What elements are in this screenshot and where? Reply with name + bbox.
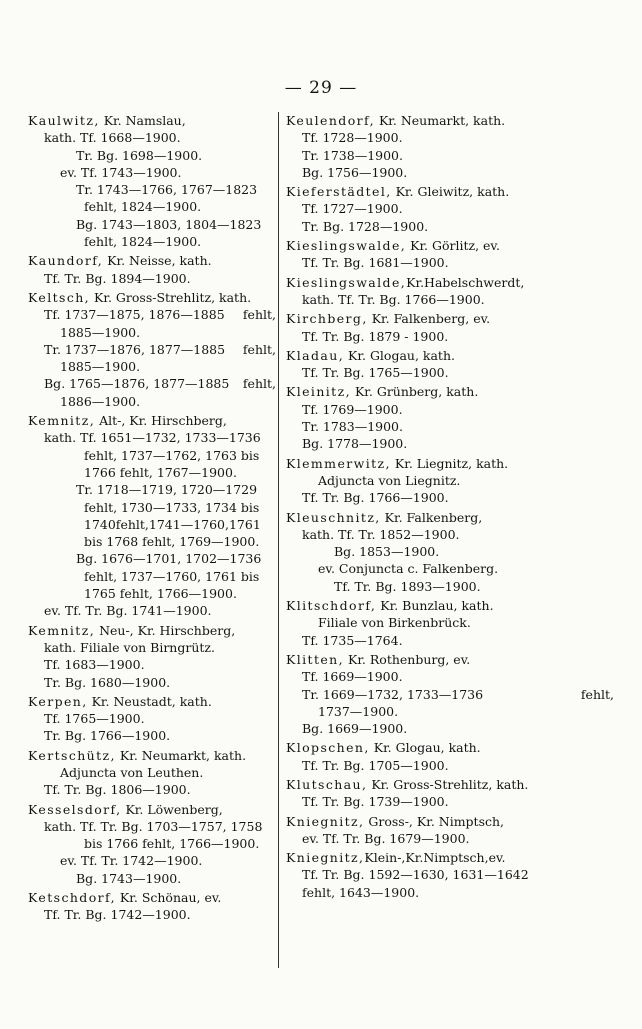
entry-district: Kr. Grünberg, kath. bbox=[350, 384, 479, 400]
entry-heading bbox=[286, 455, 614, 472]
entry-line: fehlt, 1643—1900. bbox=[302, 884, 420, 900]
entry-line: Tr. 1783—1900. bbox=[302, 419, 403, 435]
entry-line: fehlt, 1737—1762, 1763 bis bbox=[84, 447, 260, 463]
place-name: Keulendorf, bbox=[286, 113, 375, 128]
entry-line: Tf. 1765—1900. bbox=[44, 711, 145, 727]
entry-line: fehlt, 1824—1900. bbox=[84, 234, 202, 250]
entry-heading bbox=[286, 597, 614, 614]
entry-line: Tf. Tr. Bg. 1879 - 1900. bbox=[302, 328, 449, 344]
entry-district: Kr. Löwenberg, bbox=[121, 801, 223, 817]
entry-line: ev. Tf. Tr. Bg. 1679—1900. bbox=[302, 830, 470, 846]
entry-district: Kr. Gleiwitz, kath. bbox=[391, 184, 510, 200]
entry-district: Kr. Rothenburg, ev. bbox=[344, 651, 471, 667]
entry-district: Kr. Schönau, ev. bbox=[115, 890, 222, 906]
entry-line: fehlt, 1730—1733, 1734 bis bbox=[84, 499, 260, 515]
entry-heading bbox=[28, 889, 276, 906]
entry-heading bbox=[286, 274, 614, 291]
entry-line: Tf. Tr. Bg. 1739—1900. bbox=[302, 794, 449, 810]
place-name: Kieferstädtel, bbox=[286, 184, 392, 200]
entry-district: Gross-, Kr. Nimptsch, bbox=[364, 813, 505, 829]
entry-line: 1886—1900. bbox=[60, 393, 141, 409]
entry-heading bbox=[286, 509, 614, 526]
left-column bbox=[28, 112, 276, 924]
entry-line: kath. Tf. Tr. 1852—1900. bbox=[302, 526, 460, 542]
entry-heading bbox=[28, 747, 276, 764]
column-divider bbox=[278, 112, 279, 968]
entry-line: Tf. 1735—1764. bbox=[302, 632, 403, 648]
entry-line-end: fehlt, bbox=[242, 307, 276, 323]
place-name: Kaundorf, bbox=[28, 253, 104, 269]
place-name: Keltsch, bbox=[28, 289, 91, 305]
entry-line: 1737—1900. bbox=[318, 703, 399, 719]
entry-line: Bg. 1676—1701, 1702—1736 bbox=[76, 551, 262, 567]
entry-line: ev. Tf. Tr. Bg. 1741—1900. bbox=[44, 603, 212, 619]
entry-line: bis 1766 fehlt, 1766—1900. bbox=[84, 836, 260, 852]
place-name: Klitten, bbox=[286, 651, 345, 667]
place-name: Kerpen, bbox=[28, 693, 88, 709]
entry-line-end: fehlt, bbox=[242, 376, 276, 392]
place-name: Kaulwitz, bbox=[28, 113, 100, 128]
entry-line: ev. Tf. 1743—1900. bbox=[60, 164, 182, 180]
entry-line: Tf. 1728—1900. bbox=[302, 130, 403, 146]
entry-line: 1765 fehlt, 1766—1900. bbox=[84, 586, 237, 602]
place-name: Kieslingswalde, bbox=[286, 274, 407, 290]
entry-district: Kr.Habelschwerdt, bbox=[406, 274, 525, 290]
entry-line: kath. Tf. 1651—1732, 1733—1736 bbox=[44, 430, 261, 446]
entry-district: Klein-,Kr.Nimptsch,ev. bbox=[364, 850, 506, 866]
entry-heading bbox=[286, 776, 614, 793]
entry-line: 1885—1900. bbox=[60, 324, 141, 340]
entry-district: Kr. Gross-Strehlitz, kath. bbox=[367, 776, 529, 792]
entry-line: Bg. 1853—1900. bbox=[334, 544, 440, 560]
entry-district: Neu-, Kr. Hirschberg, bbox=[95, 622, 236, 638]
entry-line bbox=[28, 375, 276, 392]
entry-line-end: fehlt, bbox=[580, 686, 614, 702]
entry-line: ev. Tf. Tr. 1742—1900. bbox=[60, 853, 203, 869]
entry-heading bbox=[286, 813, 614, 830]
entry-line: Tf. Tr. Bg. 1806—1900. bbox=[44, 782, 191, 798]
entry-line: Adjuncta von Leuthen. bbox=[60, 764, 204, 780]
place-name: Kniegnitz, bbox=[286, 850, 365, 866]
entry-line-main: Bg. 1765—1876, 1877—1885 bbox=[44, 376, 230, 392]
entry-district: Kr. Falkenberg, bbox=[380, 509, 483, 525]
entry-line: fehlt, 1737—1760, 1761 bis bbox=[84, 568, 260, 584]
place-name: Ketschdorf, bbox=[28, 890, 116, 906]
entry-line: kath. Tf. Tr. Bg. 1703—1757, 1758 bbox=[44, 818, 263, 834]
entry-district: Kr. Liegnitz, kath. bbox=[390, 455, 509, 471]
place-name: Klitschdorf, bbox=[286, 598, 377, 614]
entry-heading bbox=[286, 347, 614, 364]
entry-district: Kr. Gross-Strehlitz, kath. bbox=[90, 289, 252, 305]
entry-line: Tf. Tr. Bg. 1893—1900. bbox=[334, 578, 481, 594]
place-name: Kleinitz, bbox=[286, 384, 351, 400]
entry-line: Tf. Tr. Bg. 1766—1900. bbox=[302, 490, 449, 506]
entry-line: Bg. 1743—1803, 1804—1823 bbox=[76, 216, 262, 232]
entry-line: Bg. 1756—1900. bbox=[302, 164, 408, 180]
place-name: Klopschen, bbox=[286, 740, 370, 756]
place-name: Kemnitz, bbox=[28, 622, 96, 638]
entry-district: Kr. Görlitz, ev. bbox=[406, 238, 500, 254]
entry-line: Bg. 1669—1900. bbox=[302, 721, 408, 737]
entry-line: fehlt, 1824—1900. bbox=[84, 199, 202, 215]
entry-line: Tr. 1718—1719, 1720—1729 bbox=[76, 482, 258, 498]
entry-district: Kr. Bunzlau, kath. bbox=[376, 598, 494, 614]
entry-line: Tf. 1683—1900. bbox=[44, 657, 145, 673]
entry-line: Tf. Tr. Bg. 1765—1900. bbox=[302, 365, 449, 381]
entry-district: Kr. Glogau, kath. bbox=[344, 347, 455, 363]
entry-heading bbox=[286, 651, 614, 668]
entry-line: Bg. 1778—1900. bbox=[302, 436, 408, 452]
entry-line: Tf. Tr. Bg. 1592—1630, 1631—1642 bbox=[302, 867, 529, 883]
entry-heading bbox=[28, 801, 276, 818]
entry-heading bbox=[286, 383, 614, 400]
entry-line: kath. Tf. Tr. Bg. 1766—1900. bbox=[302, 291, 485, 307]
entry-line: 1766 fehlt, 1767—1900. bbox=[84, 464, 237, 480]
right-column bbox=[286, 112, 614, 901]
entry-heading bbox=[286, 849, 614, 866]
entry-district: Alt-, Kr. Hirschberg, bbox=[95, 413, 227, 429]
entry-line bbox=[286, 686, 614, 703]
place-name: Klemmerwitz, bbox=[286, 455, 391, 471]
entry-line: bis 1768 fehlt, 1769—1900. bbox=[84, 534, 260, 550]
place-name: Kieslingswalde, bbox=[286, 238, 407, 254]
entry-line: Tr. Bg. 1680—1900. bbox=[44, 674, 171, 690]
entry-line: Tf. Tr. Bg. 1705—1900. bbox=[302, 757, 449, 773]
place-name: Kertschütz, bbox=[28, 747, 116, 763]
entry-line: Tf. Tr. Bg. 1894—1900. bbox=[44, 270, 191, 286]
entry-line: Adjuncta von Liegnitz. bbox=[318, 472, 461, 488]
entry-line bbox=[28, 306, 276, 323]
entry-heading bbox=[28, 412, 276, 429]
entry-line: Filiale von Birkenbrück. bbox=[318, 615, 471, 631]
entry-line: 1740fehlt,1741—1760,1761 bbox=[84, 516, 261, 532]
entry-district: Kr. Neisse, kath. bbox=[103, 253, 212, 269]
entry-line: Bg. 1743—1900. bbox=[76, 870, 182, 886]
entry-heading bbox=[28, 112, 276, 129]
entry-district: Kr. Namslau, bbox=[99, 113, 186, 128]
entry-line: Tr. Bg. 1698—1900. bbox=[76, 147, 203, 163]
entry-district: Kr. Neustadt, kath. bbox=[87, 693, 212, 709]
entry-district: Kr. Neumarkt, kath. bbox=[374, 113, 506, 128]
entry-line: Tf. 1669—1900. bbox=[302, 669, 403, 685]
entry-heading bbox=[28, 693, 276, 710]
entry-line: Tr. Bg. 1728—1900. bbox=[302, 218, 429, 234]
entry-district: Kr. Glogau, kath. bbox=[369, 740, 481, 756]
entry-line: kath. Filiale von Birngrütz. bbox=[44, 639, 215, 655]
entry-heading bbox=[286, 310, 614, 327]
entry-line-main: Tr. 1669—1732, 1733—1736 bbox=[302, 686, 484, 702]
entry-line: ev. Conjuncta c. Falkenberg. bbox=[318, 561, 499, 577]
entry-district: Kr. Falkenberg, ev. bbox=[367, 311, 491, 327]
entry-heading bbox=[28, 622, 276, 639]
entry-heading bbox=[286, 112, 614, 129]
entry-line: Tf. Tr. Bg. 1742—1900. bbox=[44, 907, 191, 923]
entry-line-end: fehlt, bbox=[242, 341, 276, 357]
entry-line: kath. Tf. 1668—1900. bbox=[44, 130, 181, 146]
place-name: Kirchberg, bbox=[286, 311, 368, 327]
entry-heading bbox=[28, 252, 276, 269]
entry-heading bbox=[286, 183, 614, 200]
place-name: Kesselsdorf, bbox=[28, 801, 122, 817]
place-name: Kladau, bbox=[286, 347, 345, 363]
entry-line: Tf. 1769—1900. bbox=[302, 401, 403, 417]
entry-heading bbox=[28, 289, 276, 306]
place-name: Kemnitz, bbox=[28, 413, 96, 429]
entry-heading bbox=[286, 739, 614, 756]
entry-district: Kr. Neumarkt, kath. bbox=[115, 747, 247, 763]
place-name: Kniegnitz, bbox=[286, 813, 365, 829]
entry-line: Tr. 1743—1766, 1767—1823 bbox=[76, 182, 258, 198]
entry-heading bbox=[286, 237, 614, 254]
entry-line: Tr. Bg. 1766—1900. bbox=[44, 728, 171, 744]
entry-line: 1885—1900. bbox=[60, 359, 141, 375]
place-name: Kleuschnitz, bbox=[286, 509, 381, 525]
place-name: Klutschau, bbox=[286, 776, 368, 792]
entry-line-main: Tr. 1737—1876, 1877—1885 bbox=[44, 341, 226, 357]
entry-line: Tf. 1727—1900. bbox=[302, 201, 403, 217]
entry-line-main: Tf. 1737—1875, 1876—1885 bbox=[44, 307, 225, 323]
entry-line: Tr. 1738—1900. bbox=[302, 147, 403, 163]
entry-line: Tf. Tr. Bg. 1681—1900. bbox=[302, 255, 449, 271]
entry-line bbox=[28, 341, 276, 358]
page-number: — 29 — bbox=[284, 78, 358, 98]
